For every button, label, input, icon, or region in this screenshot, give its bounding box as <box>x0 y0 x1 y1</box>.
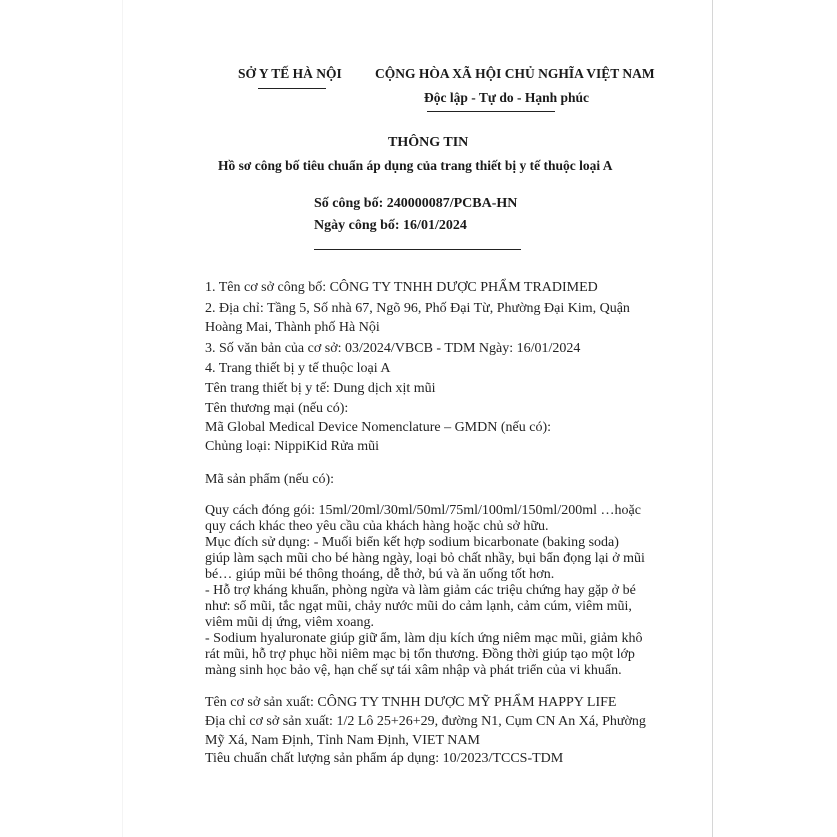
body-line: 2. Địa chỉ: Tầng 5, Số nhà 67, Ngõ 96, Phố Đại Từ, Phường Đại Kim, Quận <box>205 301 630 316</box>
body-line: - Hỗ trợ kháng khuẩn, phòng ngừa và làm giảm các triệu chứng hay gặp ở bé <box>205 583 636 598</box>
body-line: màng sinh học bảo vệ, hạn chế sự tái xâm nhập và phát triển của vi khuẩn. <box>205 663 622 678</box>
announcement-number: Số công bố: 240000087/PCBA-HN <box>314 196 518 211</box>
body-line: Tên trang thiết bị y tế: Dung dịch xịt mũi <box>205 381 436 396</box>
body-line: 3. Số văn bản của cơ sở: 03/2024/VBCB - TDM Ngày: 16/01/2024 <box>205 341 581 356</box>
body-line: Chủng loại: NippiKid Rửa mũi <box>205 439 380 454</box>
document-title: THÔNG TIN <box>388 135 469 150</box>
body-line: Mục đích sử dụng: - Muối biển kết hợp sodium bicarbonate (baking soda) <box>205 535 619 550</box>
page-edge <box>712 0 713 837</box>
body-line: 4. Trang thiết bị y tế thuộc loại A <box>205 361 391 376</box>
body-line: Tên cơ sở sản xuất: CÔNG TY TNHH DƯỢC MỸ PHẨM HAPPY LIFE <box>205 695 617 710</box>
body-line: như: sổ mũi, tắc ngạt mũi, chảy nước mũi do cảm lạnh, cảm cúm, viêm mũi, <box>205 599 632 614</box>
body-line: Tên thương mại (nếu có): <box>205 401 349 416</box>
body-line: viêm mũi dị ứng, viêm xoang. <box>205 615 374 630</box>
announcement-divider <box>314 249 521 250</box>
body-line: Quy cách đóng gói: 15ml/20ml/30ml/50ml/75ml/100ml/150ml/200ml …hoặc <box>205 503 641 518</box>
nation-name: CỘNG HÒA XÃ HỘI CHỦ NGHĨA VIỆT NAM <box>375 66 655 81</box>
body-line: 1. Tên cơ sở công bố: CÔNG TY TNHH DƯỢC PHẨM TRADIMED <box>205 280 598 295</box>
body-line: Địa chỉ cơ sở sản xuất: 1/2 Lô 25+26+29, đường N1, Cụm CN An Xá, Phường <box>205 714 646 729</box>
body-line: quy cách khác theo yêu cầu của khách hàng hoặc chủ sở hữu. <box>205 519 549 534</box>
agency-name: SỞ Y TẾ HÀ NỘI <box>238 66 342 81</box>
body-line: - Sodium hyaluronate giúp giữ ẩm, làm dịu kích ứng niêm mạc mũi, giảm khô <box>205 631 643 646</box>
body-line: Hoàng Mai, Thành phố Hà Nội <box>205 320 380 335</box>
agency-underline <box>258 88 326 89</box>
announcement-date: Ngày công bố: 16/01/2024 <box>314 218 467 233</box>
body-line: Tiêu chuẩn chất lượng sản phẩm áp dụng: 10/2023/TCCS-TDM <box>205 751 564 766</box>
document-subtitle: Hồ sơ công bố tiêu chuẩn áp dụng của trang thiết bị y tế thuộc loại A <box>218 158 613 173</box>
body-line: Mã sản phẩm (nếu có): <box>205 472 335 487</box>
body-line: bé… giúp mũi bé thông thoáng, dễ thở, bú và ăn uống tốt hơn. <box>205 567 555 582</box>
body-line: Mã Global Medical Device Nomenclature – GMDN (nếu có): <box>205 420 551 435</box>
body-line: Mỹ Xá, Nam Định, Tỉnh Nam Định, VIET NAM <box>205 733 480 748</box>
nation-motto: Độc lập - Tự do - Hạnh phúc <box>424 90 590 105</box>
document-page <box>122 0 713 837</box>
body-line: rát mũi, hỗ trợ phục hồi niêm mạc bị tổn thương. Đồng thời giúp tạo một lớp <box>205 647 635 662</box>
motto-underline <box>427 111 555 112</box>
body-line: giúp làm sạch mũi cho bé hàng ngày, loại bỏ chất nhầy, bụi bẩn đọng lại ở mũi <box>205 551 645 566</box>
